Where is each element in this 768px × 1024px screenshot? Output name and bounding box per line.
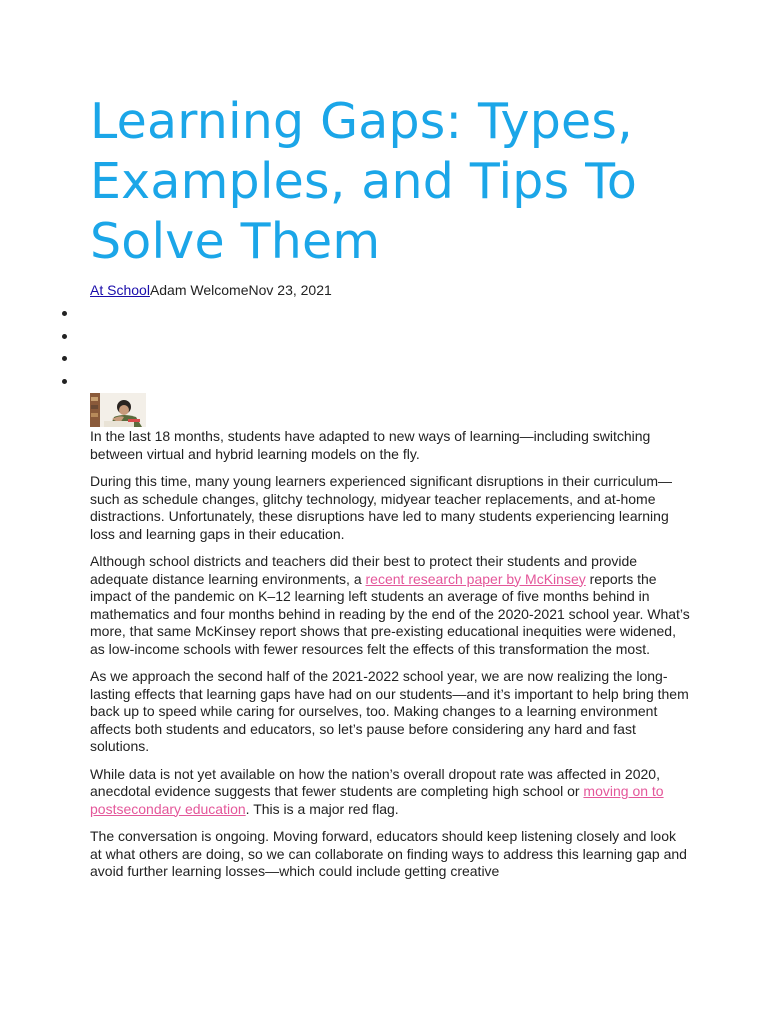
author-name: Adam Welcome [149, 282, 249, 298]
paragraph-text: reports the impact of the pandemic on K–12 learning left students an average of five months behind in mathematics and four months behind in reading by the end of the 2020-2021 school year. What’s more, that same McKinsey report shows that pre-existing educational inequities were widened, as low-income schools with fewer resources felt the effects of this transformation the most. [90, 570, 690, 657]
student-studying-photo-icon [90, 393, 146, 427]
page-title: Learning Gaps: Types, Examples, and Tips To Solve Them [90, 93, 638, 270]
category-link[interactable]: At School [90, 282, 150, 298]
paragraph: As we approach the second half of the 2021-2022 school year, we are now realizing the long-lasting effects that learning gaps have had on our students—and it’s important to help bring them back up to speed while caring for ourselves, too. Making changes to a learning environment affects both students and educators, so let’s pause before considering any hard and fast solutions. [90, 668, 689, 754]
publish-date: Nov 23, 2021 [248, 282, 332, 298]
postsecondary-education-link[interactable]: moving on to postsecondary education [90, 783, 664, 817]
mckinsey-research-link[interactable]: recent research paper by McKinsey [365, 570, 586, 587]
paragraph-text: Although school districts and teachers did their best to protect their students and provide adequate distance learning environments, a [90, 553, 638, 587]
paragraph-text: . This is a major red flag. [245, 800, 399, 817]
paragraph: During this time, many young learners experienced significant disruptions in their curriculum—such as schedule changes, glitchy technology, midyear teacher replacements, and at-home distractions. Unfortunately, these disruptions have led to many students experiencing learning loss and learning gaps in their education. [90, 473, 673, 542]
paragraph [90, 553, 690, 658]
paragraph-text: While data is not yet available on how the nation’s overall dropout rate was affected in 2020, anecdotal evidence suggests that fewer students are completing high school or [90, 765, 660, 799]
article-body [90, 428, 690, 891]
paragraph: In the last 18 months, students have adapted to new ways of learning—including switching between virtual and hybrid learning models on the fly. [90, 428, 651, 462]
paragraph: The conversation is ongoing. Moving forward, educators should keep listening closely and look at what others are doing, so we can collaborate on finding ways to address this learning gap and avoid further learning losses—which could include getting creative [90, 828, 687, 879]
paragraph [90, 766, 690, 819]
article-meta [90, 281, 332, 299]
